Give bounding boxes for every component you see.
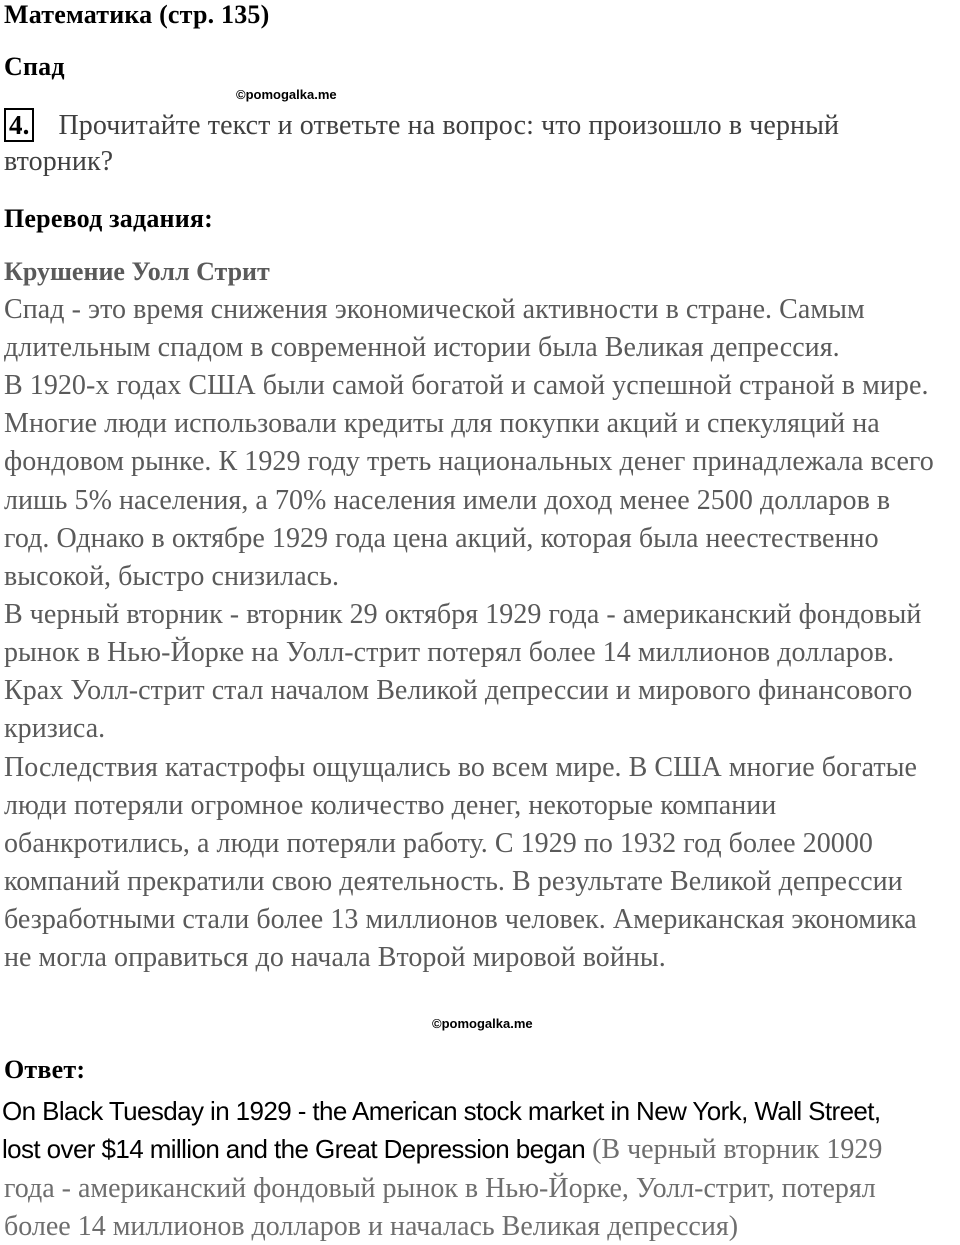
article-line: Последствия катастрофы ощущались во всем мире. В США многие богатые	[4, 752, 917, 783]
article-line: лишь 5% населения, а 70% населения имели доход менее 2500 долларов в	[4, 485, 891, 516]
article-line: не могла оправиться до начала Второй мировой войны.	[4, 942, 666, 973]
task-statement	[4, 108, 839, 142]
article-title: Крушение Уолл Стрит	[4, 257, 270, 286]
article-line: люди потеряли огромное количество денег, некоторые компании	[4, 790, 777, 821]
article-line: Спад - это время снижения экономической активности в стране. Самым	[4, 294, 865, 325]
translation-heading: Перевод задания:	[4, 204, 214, 233]
article-line: год. Однако в октябре 1929 года цена акций, которая была неестественно	[4, 523, 879, 554]
answer-line-1: On Black Tuesday in 1929 - the American stock market in New York, Wall Street,	[2, 1096, 881, 1126]
article-line: В черный вторник - вторник 29 октября 1929 года - американский фондовый	[4, 599, 922, 630]
article-line: Крах Уолл-стрит стал началом Великой депрессии и мирового финансового	[4, 675, 913, 706]
article-line: длительным спадом в современной истории была Великая депрессия.	[4, 332, 840, 363]
article-line: В 1920-х годах США были самой богатой и самой успешной страной в мире.	[4, 370, 929, 401]
article-line: компаний прекратили свою деятельность. В результате Великой депрессии	[4, 866, 903, 897]
article-line: обанкротились, а люди потеряли работу. С 1929 по 1932 год более 20000	[4, 828, 873, 859]
answer-heading: Ответ:	[4, 1055, 86, 1084]
task-number-box: 4.	[4, 108, 34, 142]
article-line: Многие люди использовали кредиты для покупки акций и спекуляций на	[4, 408, 880, 439]
answer-russian: (В черный вторник 1929	[585, 1134, 883, 1165]
answer-line-3: года - американский фондовый рынок в Нью-Йорке, Уолл-стрит, потерял	[4, 1173, 876, 1204]
answer-line-4: более 14 миллионов долларов и началась Великая депрессия)	[4, 1211, 739, 1242]
watermark-top: ©pomogalka.me	[236, 87, 337, 102]
article-line: безработными стали более 13 миллионов человек. Американская экономика	[4, 904, 917, 935]
watermark-bottom: ©pomogalka.me	[432, 1016, 533, 1031]
task-text-line-2: вторник?	[4, 146, 114, 177]
answer-english: lost over $14 million and the Great Depression began	[2, 1134, 586, 1164]
page-title: Математика (стр. 135)	[4, 0, 270, 29]
article-line: кризиса.	[4, 713, 106, 744]
article-line: рынок в Нью-Йорке на Уолл-стрит потерял более 14 миллионов долларов.	[4, 637, 895, 668]
task-text-line-1: Прочитайте текст и ответьте на вопрос: что произошло в черный	[58, 110, 840, 141]
article-line: высокой, быстро снизилась.	[4, 561, 340, 592]
section-title: Спад	[4, 52, 65, 81]
article-line: фондовом рынке. К 1929 году треть национальных денег принадлежала всего	[4, 446, 934, 477]
answer-line-2	[2, 1134, 882, 1166]
